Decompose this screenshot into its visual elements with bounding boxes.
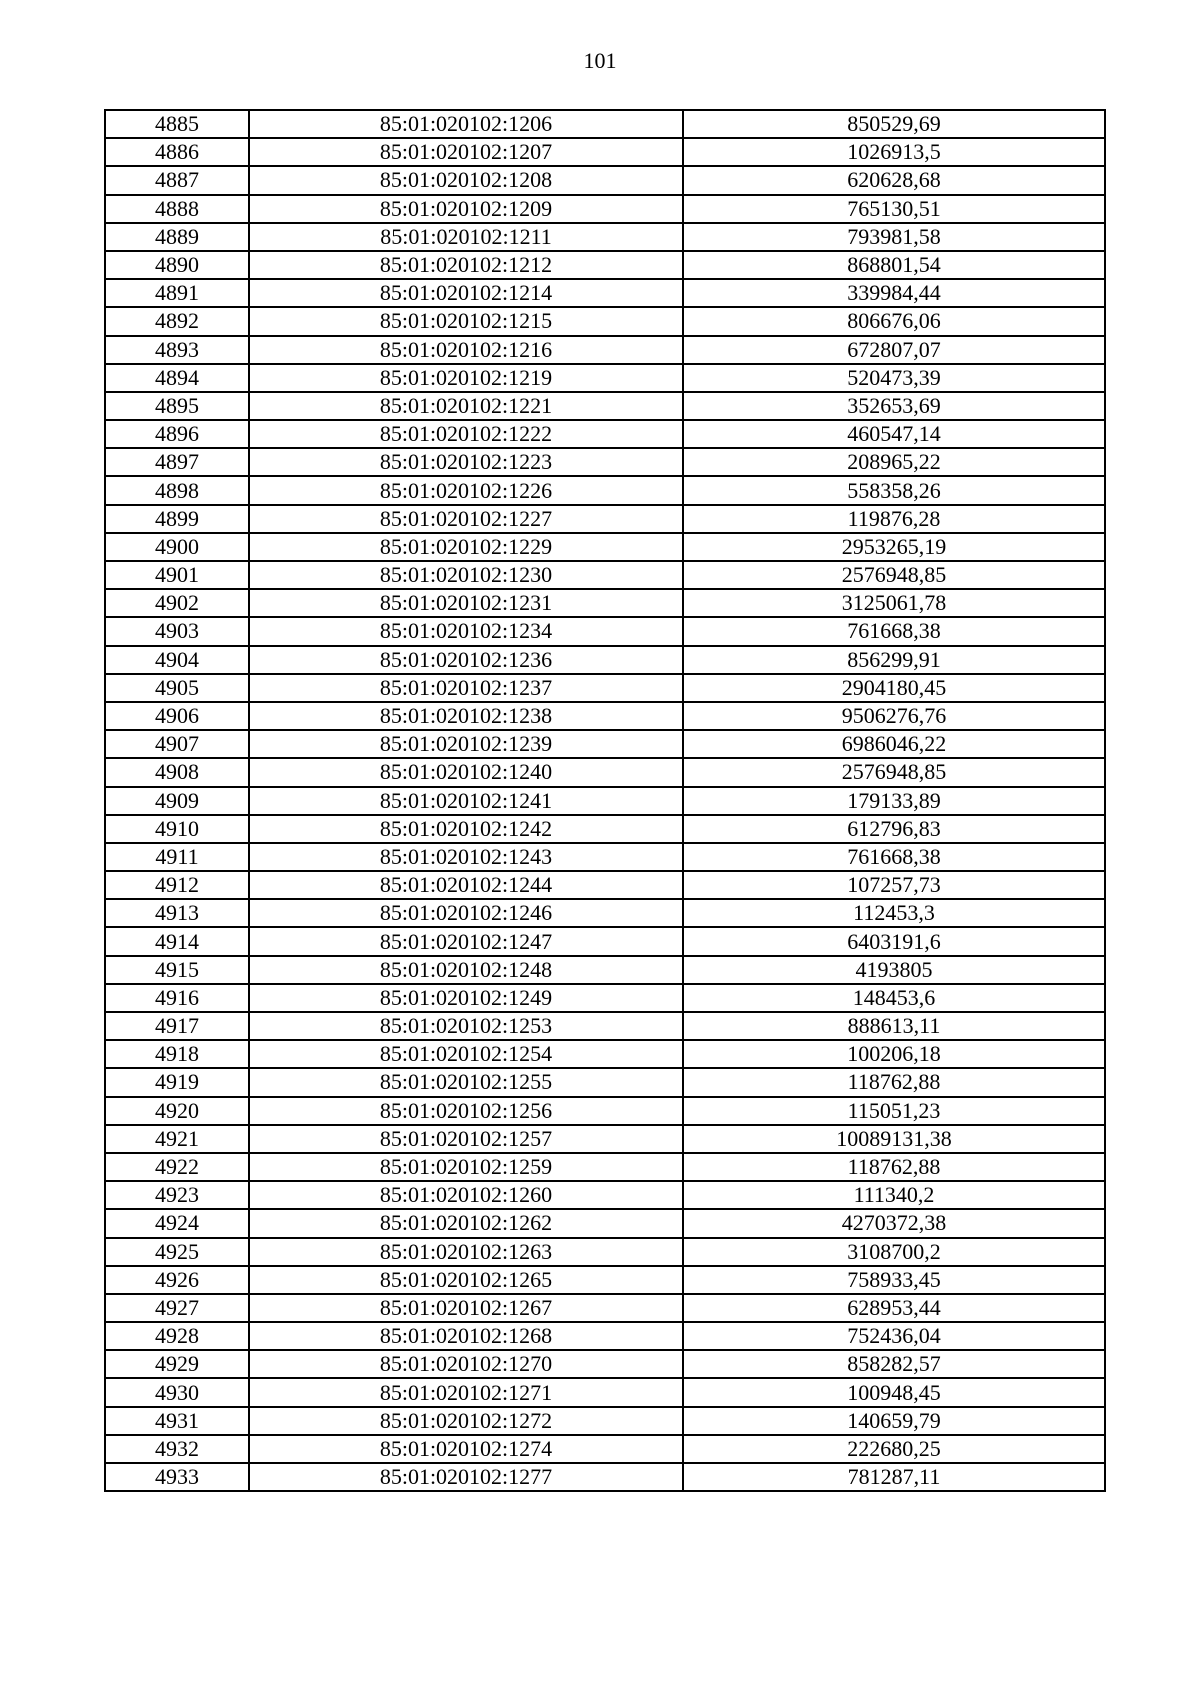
page-number: 101: [583, 48, 617, 73]
table-row: [105, 589, 1105, 617]
cadastral-value-cell: 6986046,22: [683, 730, 1105, 758]
table-row: [105, 138, 1105, 166]
row-number-cell: 4897: [105, 448, 249, 476]
cadastral-value-cell: 10089131,38: [683, 1125, 1105, 1153]
table-row: [105, 1068, 1105, 1096]
table-row: [105, 787, 1105, 815]
cadastral-value-cell: 111340,2: [683, 1181, 1105, 1209]
cadastral-value-cell: 2576948,85: [683, 561, 1105, 589]
cadastral-value-cell: 612796,83: [683, 815, 1105, 843]
cadastral-value-cell: 460547,14: [683, 420, 1105, 448]
row-number-cell: 4888: [105, 195, 249, 223]
cadastral-value-cell: 888613,11: [683, 1012, 1105, 1040]
cadastral-number-cell: 85:01:020102:1244: [249, 871, 683, 899]
table-row: [105, 1097, 1105, 1125]
row-number-cell: 4932: [105, 1435, 249, 1463]
row-number-cell: 4904: [105, 646, 249, 674]
table-row: [105, 533, 1105, 561]
table-row: [105, 984, 1105, 1012]
table-row: [105, 476, 1105, 504]
cadastral-number-cell: 85:01:020102:1231: [249, 589, 683, 617]
table-row: [105, 336, 1105, 364]
cadastral-value-cell: 761668,38: [683, 617, 1105, 645]
table-row: [105, 956, 1105, 984]
cadastral-value-table: [104, 109, 1106, 1492]
cadastral-number-cell: 85:01:020102:1206: [249, 110, 683, 138]
cadastral-value-cell: 858282,57: [683, 1350, 1105, 1378]
row-number-cell: 4899: [105, 505, 249, 533]
cadastral-number-cell: 85:01:020102:1234: [249, 617, 683, 645]
row-number-cell: 4933: [105, 1463, 249, 1491]
cadastral-value-cell: 628953,44: [683, 1294, 1105, 1322]
table-row: [105, 251, 1105, 279]
table-row: [105, 899, 1105, 927]
table-row: [105, 843, 1105, 871]
cadastral-number-cell: 85:01:020102:1272: [249, 1407, 683, 1435]
row-number-cell: 4890: [105, 251, 249, 279]
cadastral-number-cell: 85:01:020102:1243: [249, 843, 683, 871]
cadastral-value-cell: 112453,3: [683, 899, 1105, 927]
table-row: [105, 1350, 1105, 1378]
cadastral-value-cell: 520473,39: [683, 364, 1105, 392]
cadastral-number-cell: 85:01:020102:1223: [249, 448, 683, 476]
cadastral-number-cell: 85:01:020102:1242: [249, 815, 683, 843]
cadastral-number-cell: 85:01:020102:1248: [249, 956, 683, 984]
table-row: [105, 1209, 1105, 1237]
row-number-cell: 4912: [105, 871, 249, 899]
table-body: [105, 110, 1105, 1491]
cadastral-number-cell: 85:01:020102:1239: [249, 730, 683, 758]
cadastral-number-cell: 85:01:020102:1263: [249, 1238, 683, 1266]
table-row: [105, 364, 1105, 392]
cadastral-value-cell: 752436,04: [683, 1322, 1105, 1350]
row-number-cell: 4926: [105, 1266, 249, 1294]
row-number-cell: 4929: [105, 1350, 249, 1378]
row-number-cell: 4923: [105, 1181, 249, 1209]
row-number-cell: 4931: [105, 1407, 249, 1435]
table-row: [105, 195, 1105, 223]
row-number-cell: 4916: [105, 984, 249, 1012]
row-number-cell: 4891: [105, 279, 249, 307]
cadastral-number-cell: 85:01:020102:1270: [249, 1350, 683, 1378]
row-number-cell: 4913: [105, 899, 249, 927]
table-row: [105, 1181, 1105, 1209]
table-row: [105, 646, 1105, 674]
cadastral-number-cell: 85:01:020102:1212: [249, 251, 683, 279]
row-number-cell: 4901: [105, 561, 249, 589]
cadastral-number-cell: 85:01:020102:1226: [249, 476, 683, 504]
cadastral-number-cell: 85:01:020102:1260: [249, 1181, 683, 1209]
table-row: [105, 392, 1105, 420]
table-row: [105, 758, 1105, 786]
cadastral-number-cell: 85:01:020102:1255: [249, 1068, 683, 1096]
row-number-cell: 4892: [105, 307, 249, 335]
table-row: [105, 166, 1105, 194]
cadastral-number-cell: 85:01:020102:1237: [249, 674, 683, 702]
cadastral-value-cell: 118762,88: [683, 1153, 1105, 1181]
cadastral-value-cell: 6403191,6: [683, 927, 1105, 955]
row-number-cell: 4918: [105, 1040, 249, 1068]
row-number-cell: 4893: [105, 336, 249, 364]
cadastral-value-cell: 3108700,2: [683, 1238, 1105, 1266]
row-number-cell: 4895: [105, 392, 249, 420]
cadastral-value-cell: 1026913,5: [683, 138, 1105, 166]
table-row: [105, 110, 1105, 138]
table-row: [105, 1238, 1105, 1266]
row-number-cell: 4928: [105, 1322, 249, 1350]
cadastral-value-cell: 868801,54: [683, 251, 1105, 279]
cadastral-value-cell: 107257,73: [683, 871, 1105, 899]
table-row: [105, 1435, 1105, 1463]
cadastral-value-cell: 793981,58: [683, 223, 1105, 251]
cadastral-number-cell: 85:01:020102:1236: [249, 646, 683, 674]
cadastral-value-cell: 850529,69: [683, 110, 1105, 138]
cadastral-number-cell: 85:01:020102:1214: [249, 279, 683, 307]
table-row: [105, 505, 1105, 533]
cadastral-value-cell: 4270372,38: [683, 1209, 1105, 1237]
row-number-cell: 4887: [105, 166, 249, 194]
cadastral-value-cell: 2904180,45: [683, 674, 1105, 702]
cadastral-number-cell: 85:01:020102:1241: [249, 787, 683, 815]
table-row: [105, 1125, 1105, 1153]
row-number-cell: 4925: [105, 1238, 249, 1266]
table-row: [105, 1407, 1105, 1435]
cadastral-number-cell: 85:01:020102:1208: [249, 166, 683, 194]
cadastral-value-cell: 806676,06: [683, 307, 1105, 335]
row-number-cell: 4903: [105, 617, 249, 645]
row-number-cell: 4894: [105, 364, 249, 392]
cadastral-value-cell: 118762,88: [683, 1068, 1105, 1096]
row-number-cell: 4922: [105, 1153, 249, 1181]
cadastral-value-cell: 761668,38: [683, 843, 1105, 871]
table-row: [105, 1153, 1105, 1181]
table-row: [105, 815, 1105, 843]
table-row: [105, 561, 1105, 589]
row-number-cell: 4915: [105, 956, 249, 984]
table-row: [105, 871, 1105, 899]
cadastral-number-cell: 85:01:020102:1267: [249, 1294, 683, 1322]
row-number-cell: 4930: [105, 1378, 249, 1406]
cadastral-number-cell: 85:01:020102:1262: [249, 1209, 683, 1237]
cadastral-number-cell: 85:01:020102:1271: [249, 1378, 683, 1406]
cadastral-value-cell: 781287,11: [683, 1463, 1105, 1491]
table-row: [105, 420, 1105, 448]
cadastral-number-cell: 85:01:020102:1209: [249, 195, 683, 223]
row-number-cell: 4906: [105, 702, 249, 730]
row-number-cell: 4910: [105, 815, 249, 843]
table-row: [105, 1294, 1105, 1322]
row-number-cell: 4905: [105, 674, 249, 702]
table-row: [105, 730, 1105, 758]
cadastral-value-cell: 4193805: [683, 956, 1105, 984]
cadastral-value-cell: 140659,79: [683, 1407, 1105, 1435]
table-row: [105, 448, 1105, 476]
cadastral-value-cell: 765130,51: [683, 195, 1105, 223]
table-row: [105, 1322, 1105, 1350]
cadastral-value-cell: 339984,44: [683, 279, 1105, 307]
cadastral-value-cell: 672807,07: [683, 336, 1105, 364]
table-row: [105, 617, 1105, 645]
cadastral-number-cell: 85:01:020102:1274: [249, 1435, 683, 1463]
cadastral-number-cell: 85:01:020102:1249: [249, 984, 683, 1012]
row-number-cell: 4885: [105, 110, 249, 138]
cadastral-number-cell: 85:01:020102:1211: [249, 223, 683, 251]
table-row: [105, 1378, 1105, 1406]
cadastral-number-cell: 85:01:020102:1240: [249, 758, 683, 786]
cadastral-value-cell: 620628,68: [683, 166, 1105, 194]
cadastral-number-cell: 85:01:020102:1259: [249, 1153, 683, 1181]
cadastral-value-cell: 352653,69: [683, 392, 1105, 420]
cadastral-number-cell: 85:01:020102:1256: [249, 1097, 683, 1125]
cadastral-number-cell: 85:01:020102:1247: [249, 927, 683, 955]
cadastral-number-cell: 85:01:020102:1207: [249, 138, 683, 166]
cadastral-value-cell: 856299,91: [683, 646, 1105, 674]
table-row: [105, 1266, 1105, 1294]
cadastral-number-cell: 85:01:020102:1238: [249, 702, 683, 730]
row-number-cell: 4908: [105, 758, 249, 786]
cadastral-number-cell: 85:01:020102:1254: [249, 1040, 683, 1068]
cadastral-value-cell: 179133,89: [683, 787, 1105, 815]
cadastral-number-cell: 85:01:020102:1222: [249, 420, 683, 448]
cadastral-number-cell: 85:01:020102:1277: [249, 1463, 683, 1491]
cadastral-value-cell: 558358,26: [683, 476, 1105, 504]
cadastral-number-cell: 85:01:020102:1257: [249, 1125, 683, 1153]
cadastral-value-cell: 2576948,85: [683, 758, 1105, 786]
row-number-cell: 4920: [105, 1097, 249, 1125]
cadastral-number-cell: 85:01:020102:1221: [249, 392, 683, 420]
row-number-cell: 4917: [105, 1012, 249, 1040]
row-number-cell: 4927: [105, 1294, 249, 1322]
row-number-cell: 4889: [105, 223, 249, 251]
cadastral-number-cell: 85:01:020102:1230: [249, 561, 683, 589]
cadastral-value-cell: 222680,25: [683, 1435, 1105, 1463]
cadastral-number-cell: 85:01:020102:1219: [249, 364, 683, 392]
row-number-cell: 4911: [105, 843, 249, 871]
cadastral-number-cell: 85:01:020102:1253: [249, 1012, 683, 1040]
table-row: [105, 1463, 1105, 1491]
cadastral-number-cell: 85:01:020102:1229: [249, 533, 683, 561]
row-number-cell: 4898: [105, 476, 249, 504]
cadastral-value-cell: 148453,6: [683, 984, 1105, 1012]
cadastral-number-cell: 85:01:020102:1227: [249, 505, 683, 533]
row-number-cell: 4902: [105, 589, 249, 617]
row-number-cell: 4914: [105, 927, 249, 955]
cadastral-value-cell: 208965,22: [683, 448, 1105, 476]
cadastral-number-cell: 85:01:020102:1268: [249, 1322, 683, 1350]
cadastral-value-cell: 3125061,78: [683, 589, 1105, 617]
table-row: [105, 1012, 1105, 1040]
cadastral-value-cell: 758933,45: [683, 1266, 1105, 1294]
row-number-cell: 4924: [105, 1209, 249, 1237]
cadastral-value-cell: 2953265,19: [683, 533, 1105, 561]
table-row: [105, 1040, 1105, 1068]
table-row: [105, 307, 1105, 335]
table-row: [105, 674, 1105, 702]
table-row: [105, 223, 1105, 251]
table-row: [105, 702, 1105, 730]
table-row: [105, 279, 1105, 307]
cadastral-value-cell: 9506276,76: [683, 702, 1105, 730]
row-number-cell: 4907: [105, 730, 249, 758]
row-number-cell: 4896: [105, 420, 249, 448]
cadastral-value-cell: 100948,45: [683, 1378, 1105, 1406]
row-number-cell: 4919: [105, 1068, 249, 1096]
cadastral-value-cell: 115051,23: [683, 1097, 1105, 1125]
cadastral-number-cell: 85:01:020102:1246: [249, 899, 683, 927]
cadastral-number-cell: 85:01:020102:1265: [249, 1266, 683, 1294]
cadastral-value-cell: 119876,28: [683, 505, 1105, 533]
table-row: [105, 927, 1105, 955]
row-number-cell: 4900: [105, 533, 249, 561]
row-number-cell: 4909: [105, 787, 249, 815]
cadastral-number-cell: 85:01:020102:1215: [249, 307, 683, 335]
row-number-cell: 4921: [105, 1125, 249, 1153]
cadastral-value-cell: 100206,18: [683, 1040, 1105, 1068]
row-number-cell: 4886: [105, 138, 249, 166]
cadastral-number-cell: 85:01:020102:1216: [249, 336, 683, 364]
